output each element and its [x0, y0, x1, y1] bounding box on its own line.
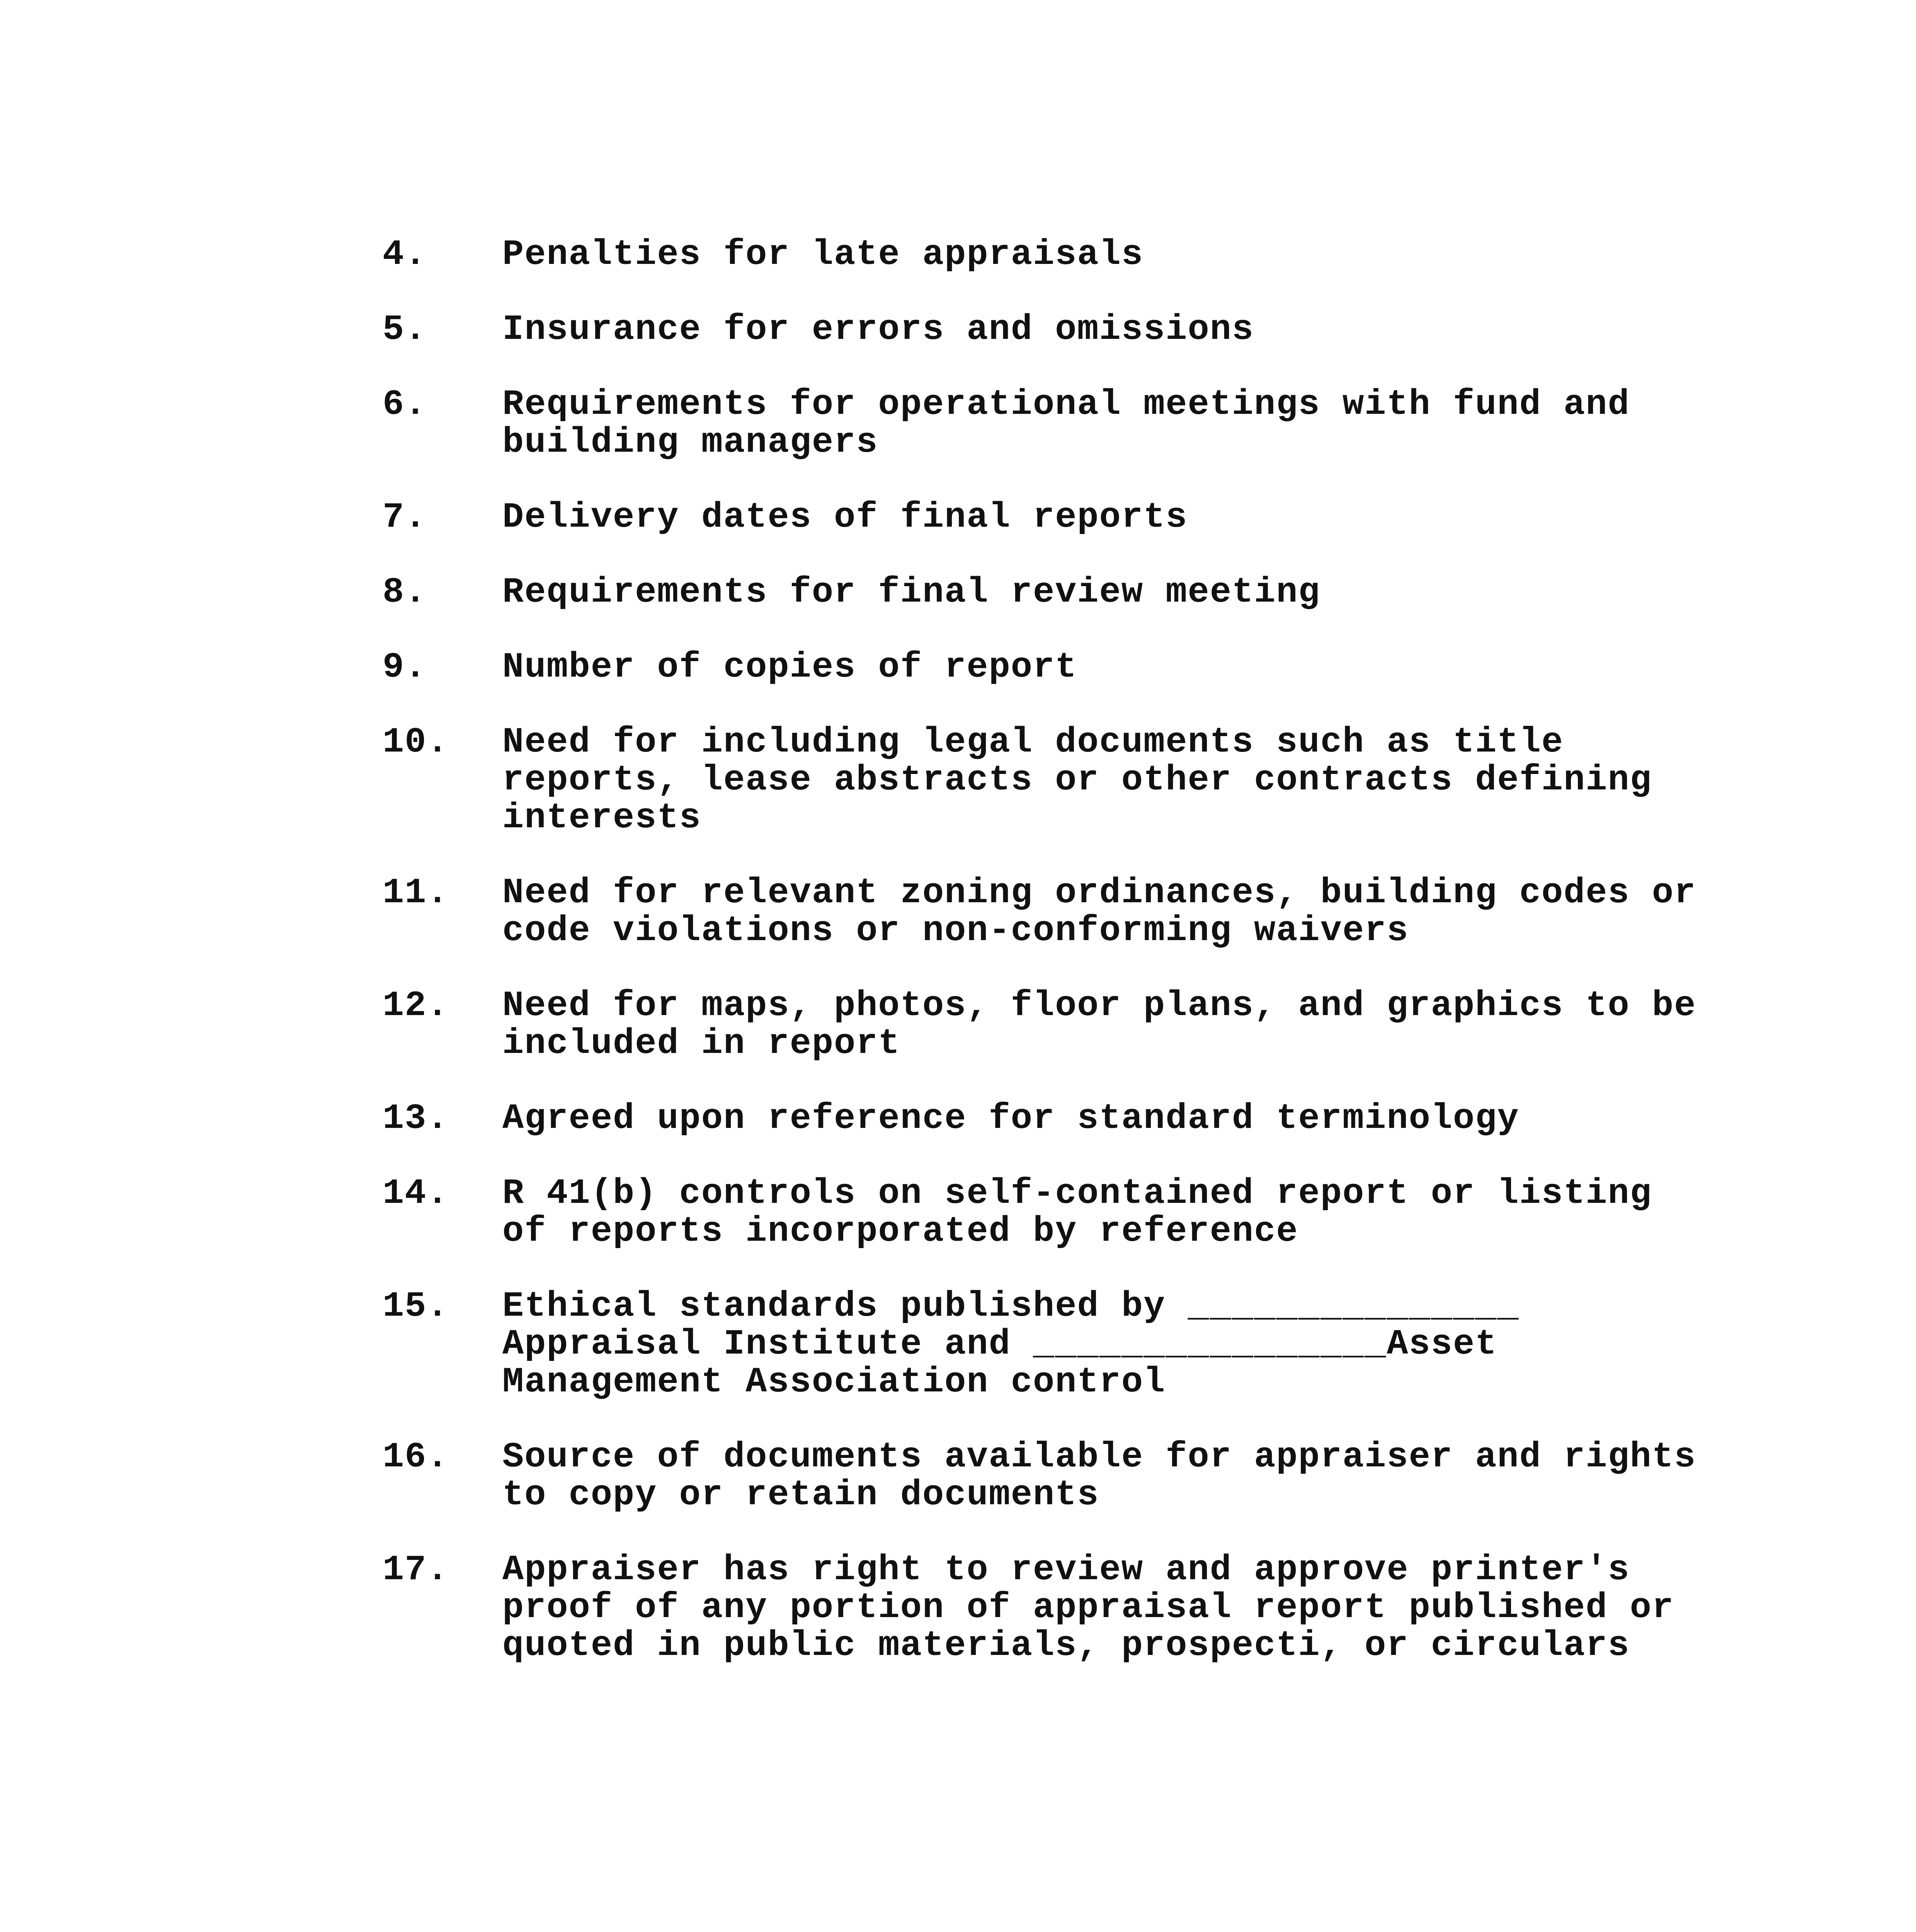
item-number: 8. — [383, 572, 427, 612]
item-text — [502, 648, 1758, 686]
list-item — [383, 723, 1758, 837]
item-line: Need for including legal documents such as title — [502, 722, 1564, 762]
item-line: Need for maps, photos, floor plans, and graphics to be — [502, 985, 1696, 1026]
item-line: Agreed upon reference for standard terminology — [502, 1098, 1520, 1139]
item-line: reports, lease abstracts or other contracts defining — [502, 760, 1652, 800]
item-line: Delivery dates of final reports — [502, 497, 1188, 537]
numbered-list — [383, 236, 1758, 1702]
item-text — [502, 236, 1758, 274]
item-number: 7. — [383, 497, 427, 537]
item-line: Appraiser has right to review and approve printer's — [502, 1549, 1630, 1590]
item-line: to copy or retain documents — [502, 1475, 1099, 1515]
item-number: 17. — [383, 1549, 449, 1590]
list-item — [383, 1438, 1758, 1514]
item-text — [502, 1287, 1758, 1401]
item-text — [502, 386, 1758, 461]
item-text — [502, 1100, 1758, 1138]
list-item — [383, 1100, 1758, 1138]
list-item — [383, 498, 1758, 536]
item-number: 9. — [383, 647, 427, 687]
item-number: 15. — [383, 1286, 449, 1327]
item-line: Number of copies of report — [502, 647, 1077, 687]
item-line: Ethical standards published by _______________ — [502, 1286, 1520, 1327]
list-item — [383, 573, 1758, 611]
item-line: proof of any portion of appraisal report published or — [502, 1587, 1674, 1628]
item-number: 4. — [383, 234, 427, 275]
item-line: Requirements for operational meetings with fund and — [502, 384, 1630, 425]
item-number: 6. — [383, 384, 427, 425]
item-line: quoted in public materials, prospecti, or circulars — [502, 1625, 1630, 1666]
item-text — [502, 874, 1758, 950]
item-line: R 41(b) controls on self-contained report or listing — [502, 1173, 1652, 1214]
list-item — [383, 311, 1758, 349]
item-line: Insurance for errors and omissions — [502, 309, 1254, 350]
item-line: building managers — [502, 422, 878, 463]
item-text — [502, 311, 1758, 349]
item-text — [502, 1438, 1758, 1514]
item-line: Penalties for late appraisals — [502, 234, 1144, 275]
item-number: 10. — [383, 722, 449, 762]
item-text — [502, 1551, 1758, 1665]
item-line: included in report — [502, 1023, 900, 1064]
list-item — [383, 987, 1758, 1063]
list-item — [383, 1175, 1758, 1250]
item-number: 5. — [383, 309, 427, 350]
item-number: 14. — [383, 1173, 449, 1214]
list-item — [383, 236, 1758, 274]
item-text — [502, 987, 1758, 1063]
item-line: Requirements for final review meeting — [502, 572, 1320, 612]
item-text — [502, 573, 1758, 611]
item-text — [502, 723, 1758, 837]
item-line: code violations or non-conforming waivers — [502, 910, 1409, 951]
item-line: Appraisal Institute and ________________Asset — [502, 1324, 1497, 1364]
list-item — [383, 1287, 1758, 1401]
list-item — [383, 648, 1758, 686]
list-item — [383, 1551, 1758, 1665]
item-text — [502, 498, 1758, 536]
item-line: Source of documents available for appraiser and rights — [502, 1437, 1696, 1477]
item-number: 13. — [383, 1098, 449, 1139]
item-line: Need for relevant zoning ordinances, building codes or — [502, 872, 1696, 913]
list-item — [383, 874, 1758, 950]
item-line: of reports incorporated by reference — [502, 1211, 1298, 1252]
item-number: 11. — [383, 872, 449, 913]
item-number: 16. — [383, 1437, 449, 1477]
item-number: 12. — [383, 985, 449, 1026]
list-item — [383, 386, 1758, 461]
item-text — [502, 1175, 1758, 1250]
item-line: interests — [502, 798, 701, 838]
item-line: Management Association control — [502, 1362, 1166, 1402]
